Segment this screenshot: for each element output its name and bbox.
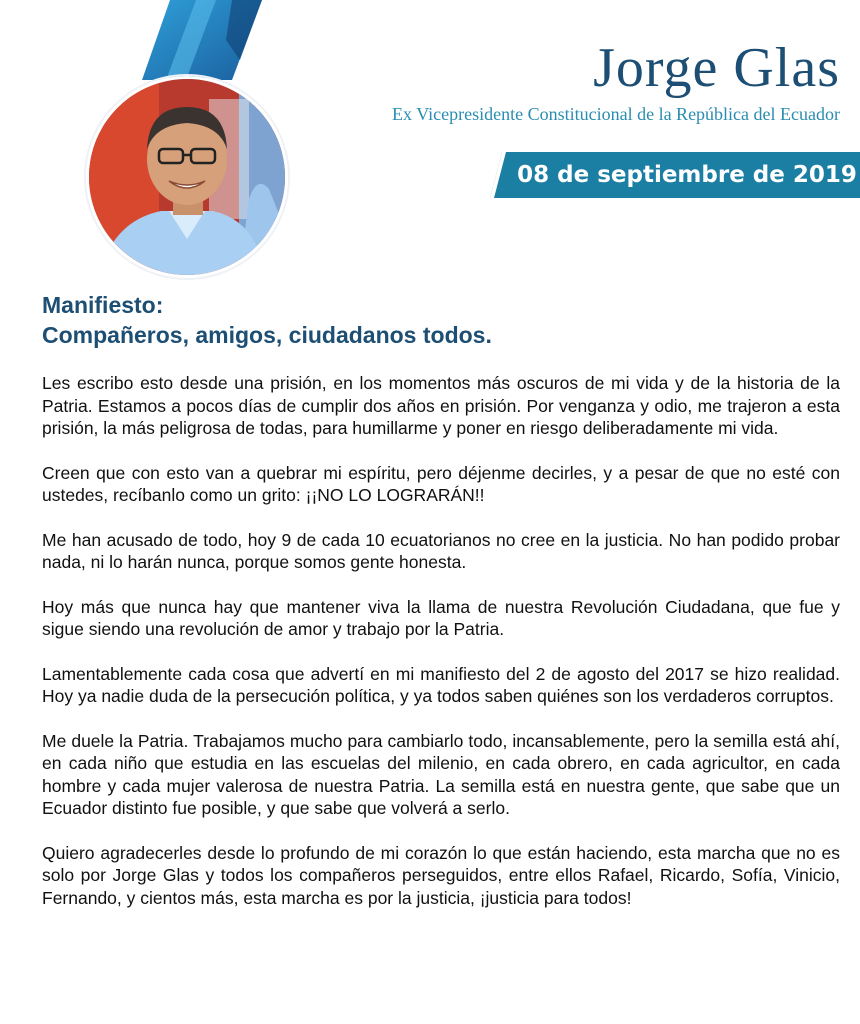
heading-line-2: Compañeros, amigos, ciudadanos todos.: [42, 322, 492, 348]
paragraph: Me duele la Patria. Trabajamos mucho para cambiarlo todo, incansablemente, pero la semilla está ahí, en cada niño que estudia en las escuelas del milenio, en cada obrero, en cada agricultor, en cada hombre y cada mujer valerosa de nuestra Patria. La semilla está en nuestra gente, que sabe que un Ecuador distinto fue posible, y que sabe que volverá a serlo.: [42, 730, 840, 818]
heading-line-1: Manifiesto:: [42, 292, 164, 318]
manifesto-body: [42, 372, 840, 931]
portrait-photo: [86, 76, 288, 278]
date-banner: [490, 152, 860, 198]
manifesto-heading: [42, 290, 822, 350]
paragraph: Quiero agradecerles desde lo profundo de mi corazón lo que están haciendo, esta marcha que no es solo por Jorge Glas y todos los compañeros perseguidos, entre ellos Rafael, Ricardo, Sofía, Vinicio, Fernando, y cientos más, esta marcha es por la justicia, ¡justicia para todos!: [42, 842, 840, 908]
paragraph: Hoy más que nunca hay que mantener viva la llama de nuestra Revolución Ciudadana, que fue y sigue siendo una revolución de amor y trabajo por la Patria.: [42, 596, 840, 639]
paragraph: Creen que con esto van a quebrar mi espíritu, pero déjenme decirles, y a pesar de que no esté con ustedes, recíbanlo como un grito: ¡¡NO LO LOGRARÁN!!: [42, 462, 840, 505]
paragraph: Me han acusado de todo, hoy 9 de cada 10 ecuatorianos no cree en la justicia. No han podido probar nada, ni lo harán nunca, porque somos gente honesta.: [42, 529, 840, 572]
paragraph: Lamentablemente cada cosa que advertí en mi manifiesto del 2 de agosto del 2017 se hizo realidad. Hoy ya nadie duda de la persecución política, y ya todos saben quiénes son los verdaderos corruptos.: [42, 663, 840, 706]
paragraph: Les escribo esto desde una prisión, en los momentos más oscuros de mi vida y de la historia de la Patria. Estamos a pocos días de cumplir dos años en prisión. Por venganza y odio, me trajeron a esta prisión, la más peligrosa de todas, para humillarme y poner en riesgo deliberadamente mi vida.: [42, 373, 840, 438]
person-name: Jorge Glas: [593, 37, 840, 99]
date-label: 08 de septiembre de 2019: [517, 162, 857, 188]
person-title: Ex Vicepresidente Constitucional de la República del Ecuador: [392, 104, 840, 124]
